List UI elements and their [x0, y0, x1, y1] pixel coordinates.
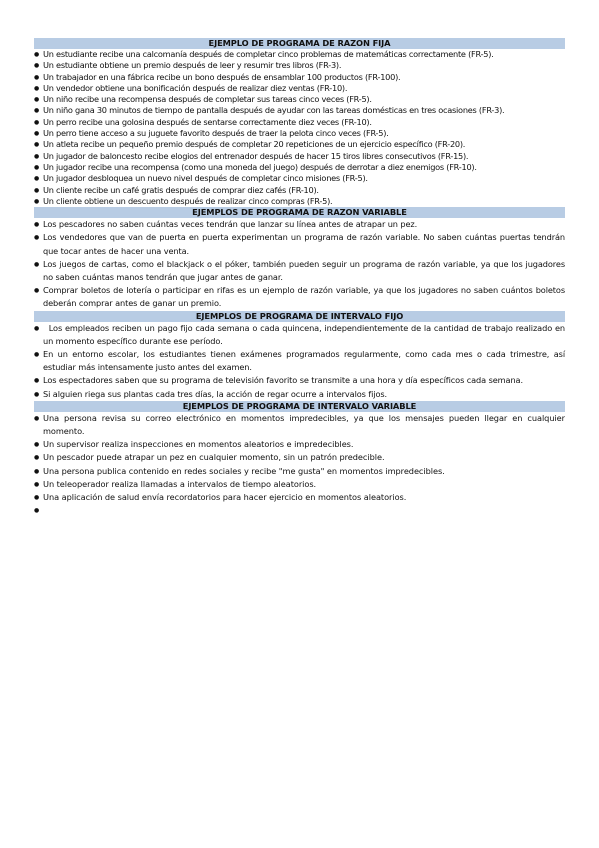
list-item: ● Un supervisor realiza inspecciones en momentos aleatorios e impredecibles. [34, 438, 565, 451]
list-item: ● Un niño recibe una recompensa después de completar sus tareas cinco veces (FR-5). [34, 94, 565, 105]
list-item: ● Un cliente obtiene un descuento después de realizar cinco compras (FR-5). [34, 196, 565, 207]
list-item: ● Un vendedor obtiene una bonificación después de realizar diez ventas (FR-10). [34, 83, 565, 94]
list-item: ● Un teleoperador realiza llamadas a intervalos de tiempo aleatorios. [34, 478, 565, 491]
list-item: ● Los juegos de cartas, como el blackjack o el póker, también pueden seguir un programa de razón variable, ya que los jugadores no saben cuántas manos tendrán que jugar antes de ganar. [34, 258, 565, 284]
list-razon-fija [34, 49, 565, 207]
list-item: ● Los pescadores no saben cuántas veces tendrán que lanzar su línea antes de atrapar un pez. [34, 218, 565, 231]
list-item: ● Los espectadores saben que su programa de televisión favorito se transmite a una hora y día específicos cada semana. [34, 374, 565, 387]
list-item: ● Un jugador de baloncesto recibe elogios del entrenador después de hacer 15 tiros libres consecutivos (FR-15). [34, 151, 565, 162]
list-item: ● Si alguien riega sus plantas cada tres días, la acción de regar ocurre a intervalos fijos. [34, 388, 565, 401]
list-item: ● En un entorno escolar, los estudiantes tienen exámenes programados regularmente, como cada mes o cada trimestre, así estudiar más intensamente justo antes del examen. [34, 348, 565, 374]
list-item: ● Un jugador recibe una recompensa (como una moneda del juego) después de derrotar a diez enemigos (FR-10). [34, 162, 565, 173]
list-razon-variable [34, 218, 565, 310]
list-intervalo-fijo [34, 322, 568, 401]
list-item: ● Un estudiante recibe una calcomanía después de completar cinco problemas de matemáticas correctamente (FR-5). [34, 49, 565, 60]
list-item: ● Una persona publica contenido en redes sociales y recibe "me gusta" en momentos impredecibles. [34, 465, 565, 478]
list-item: ● Comprar boletos de lotería o participar en rifas es un ejemplo de razón variable, ya que los jugadores no saben cuántos boletos deberán comprar antes de ganar un premio. [34, 284, 565, 310]
section-header-razon-variable: EJEMPLOS DE PROGRAMA DE RAZON VARIABLE [34, 207, 565, 218]
section-header-intervalo-fijo: EJEMPLOS DE PROGRAMA DE INTERVALO FIJO [34, 311, 565, 322]
list-item: ● Una persona revisa su correo electrónico en momentos impredecibles, ya que los mensajes pueden llegar en cualquier momento. [34, 412, 565, 438]
section-header-razon-fija: EJEMPLO DE PROGRAMA DE RAZON FIJA [34, 38, 565, 49]
list-item: ● Un pescador puede atrapar un pez en cualquier momento, sin un patrón predecible. [34, 451, 565, 464]
document [34, 38, 568, 517]
list-item: ● Un perro recibe una golosina después de sentarse correctamente diez veces (FR-10). [34, 117, 565, 128]
list-item: ● Un cliente recibe un café gratis después de comprar diez cafés (FR-10). [34, 185, 565, 196]
section-header-intervalo-variable: EJEMPLOS DE PROGRAMA DE INTERVALO VARIABLE [34, 401, 565, 412]
list-item: ● Un perro tiene acceso a su juguete favorito después de traer la pelota cinco veces (FR-5). [34, 128, 565, 139]
list-item: ● Un trabajador en una fábrica recibe un bono después de ensamblar 100 productos (FR-100). [34, 72, 565, 83]
list-item: ● Los empleados reciben un pago fijo cada semana o cada quincena, independientemente de la cantidad de trabajo realizado en un momento específico durante ese período. [34, 322, 565, 348]
list-item: ● Los vendedores que van de puerta en puerta experimentan un programa de razón variable. No saben cuántas puertas tendrán que tocar antes de hacer una venta. [34, 231, 565, 257]
list-item-empty [34, 504, 565, 517]
list-item: ● Un atleta recibe un pequeño premio después de completar 20 repeticiones de un ejercicio específico (FR-20). [34, 139, 565, 150]
list-item: ● Un niño gana 30 minutos de tiempo de pantalla después de ayudar con las tareas domésticas en tres ocasiones (FR-3). [34, 105, 565, 116]
list-item: ● Un jugador desbloquea un nuevo nivel después de completar cinco misiones (FR-5). [34, 173, 565, 184]
list-item: ● Un estudiante obtiene un premio después de leer y resumir tres libros (FR-3). [34, 60, 565, 71]
list-intervalo-variable [34, 412, 565, 518]
list-item: ● Una aplicación de salud envía recordatorios para hacer ejercicio en momentos aleatorios. [34, 491, 565, 504]
